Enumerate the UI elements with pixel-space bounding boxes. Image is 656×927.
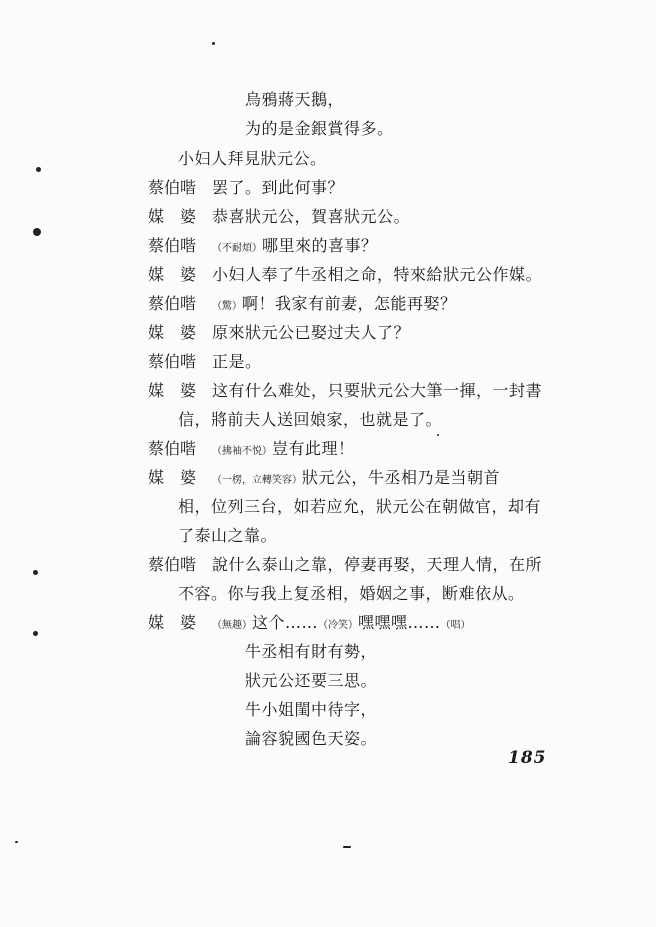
dialogue-line: [212, 613, 471, 636]
stage-direction: （無趣）: [212, 620, 252, 631]
stage-direction: （冷笑）: [318, 620, 359, 631]
speaker-label: 蔡伯喈: [148, 294, 197, 313]
dialogue-line: 信，將前夫人送回娘家，也就是了。: [178, 410, 443, 429]
stage-direction: （拂袖不悦）: [212, 446, 272, 457]
dialogue-line: 这有什么难处，只要狀元公大筆一揮，一封書: [212, 381, 543, 400]
scan-speck: [33, 228, 41, 236]
verse-line: 牛丞相有財有勢，: [245, 642, 378, 661]
dialogue-line: 正是。: [212, 352, 262, 371]
dialogue-line: [212, 439, 355, 462]
dialogue-line: 不容。你与我上复丞相，婚姻之事，断难依从。: [178, 584, 525, 603]
dialogue-line: 恭喜狀元公，賀喜狀元公。: [212, 207, 411, 226]
scan-speck: [36, 167, 41, 172]
dialogue-text: 豈有此理！: [272, 439, 355, 458]
verse-line: 狀元公还要三思。: [245, 671, 378, 690]
speaker-label: 蔡伯喈: [148, 555, 197, 574]
page-number: 185: [508, 748, 547, 768]
dialogue-line: [212, 468, 500, 491]
stage-direction: （一楞，立轉笑容）: [212, 475, 302, 486]
scan-speck: [437, 434, 439, 436]
stage-direction: （不耐煩）: [212, 243, 262, 254]
scan-speck: [33, 631, 38, 636]
dialogue-line: [212, 294, 457, 317]
dialogue-line: 罢了。到此何事？: [212, 178, 345, 197]
dialogue-line: 了泰山之靠。: [178, 526, 278, 545]
stage-direction: （唱）: [440, 620, 471, 631]
scan-speck: [15, 841, 18, 843]
speaker-label: 媒 婆: [148, 613, 197, 632]
dialogue-line: 小妇人奉了牛丞相之命，特來給狀元公作媒。: [212, 265, 543, 284]
verse-line: 論容貌國色天姿。: [245, 729, 378, 748]
dialogue-line: [212, 236, 378, 259]
stage-direction: （驚）: [212, 301, 242, 312]
speaker-label: 媒 婆: [148, 381, 197, 400]
dialogue-text: 哪里來的喜事？: [262, 236, 378, 255]
speaker-label: 蔡伯喈: [148, 178, 197, 197]
verse-line: 牛小姐閨中待字，: [245, 700, 378, 719]
dialogue-text: 嘿嘿嘿……: [358, 613, 441, 632]
speaker-label: 蔡伯喈: [148, 439, 197, 458]
dialogue-line: 小妇人拜見狀元公。: [178, 149, 327, 168]
speaker-label: 媒 婆: [148, 207, 197, 226]
scan-speck: [343, 846, 351, 848]
verse-line: 为的是金銀賞得多。: [245, 119, 394, 138]
dialogue-text: 狀元公，牛丞相乃是当朝首: [302, 468, 501, 487]
scan-speck: [33, 570, 38, 575]
dialogue-text: 这个……: [252, 613, 319, 632]
scan-speck: [212, 42, 215, 45]
verse-line: 烏鴉蔣天鵝，: [245, 90, 345, 109]
speaker-label: 媒 婆: [148, 323, 197, 342]
dialogue-text: 啊！我家有前妻，怎能再娶？: [242, 294, 457, 313]
speaker-label: 蔡伯喈: [148, 236, 197, 255]
dialogue-line: 說什么泰山之靠，停妻再娶，天理人情，在所: [212, 555, 543, 574]
speaker-label: 蔡伯喈: [148, 352, 197, 371]
dialogue-line: 原來狀元公已娶过夫人了？: [212, 323, 411, 342]
speaker-label: 媒 婆: [148, 468, 197, 487]
speaker-label: 媒 婆: [148, 265, 197, 284]
dialogue-line: 相，位列三台，如若应允，狀元公在朝做官，却有: [178, 497, 542, 516]
